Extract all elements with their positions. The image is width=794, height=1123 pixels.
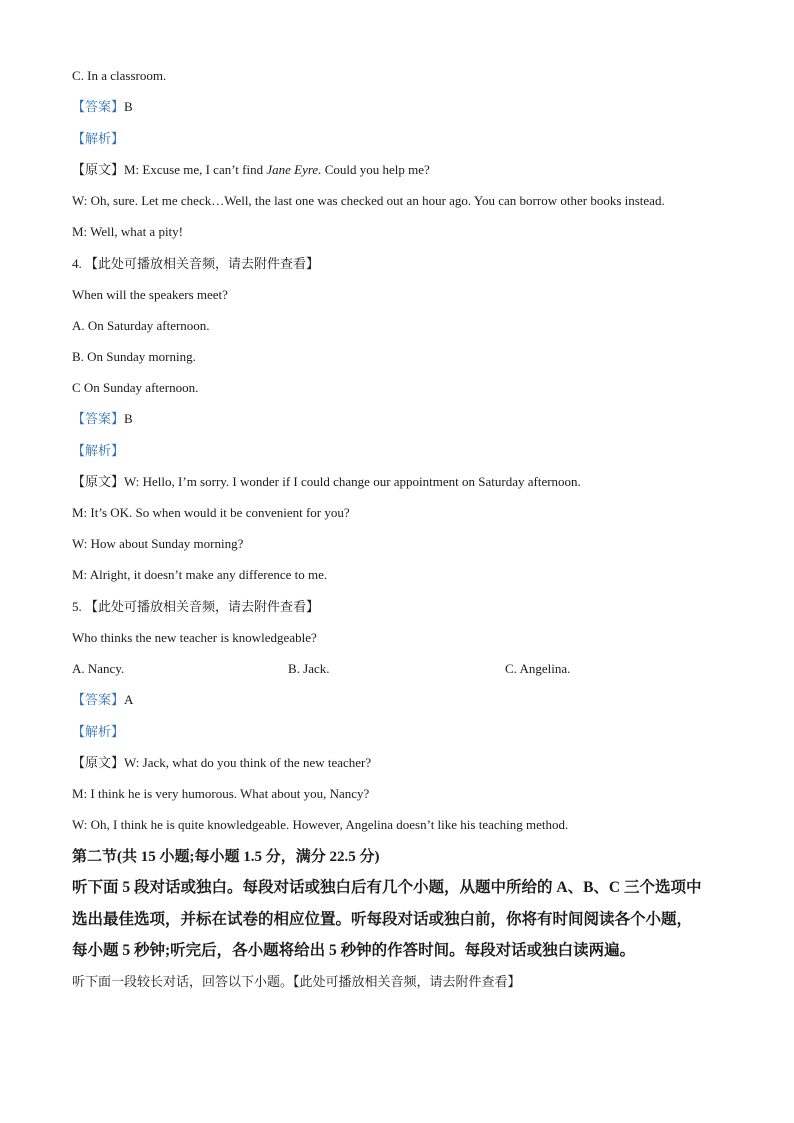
section-note: 听下面一段较长对话，回答以下小题。【此处可播放相关音频，请去附件查看】 bbox=[72, 974, 521, 989]
q5-option-b: B. Jack. bbox=[288, 661, 330, 676]
q3-option-c: C. In a classroom. bbox=[72, 68, 167, 83]
answer-tag: 【答案】 bbox=[72, 99, 125, 114]
q5-question: Who thinks the new teacher is knowledgeable? bbox=[72, 630, 317, 645]
q5-analysis-tag: 【解析】 bbox=[72, 724, 125, 739]
answer-value: B bbox=[124, 411, 133, 426]
section-instruction: 听下面 5 段对话或独白。每段对话或独白后有几个小题，从题中所给的 A、B、C 三个选项中 bbox=[72, 879, 702, 896]
answer-value: B bbox=[124, 99, 133, 114]
q4-analysis-tag: 【解析】 bbox=[72, 443, 125, 458]
q5-transcript-line: 【原文】W: Jack, what do you think of the new teacher? bbox=[72, 755, 372, 770]
q3-analysis-tag: 【解析】 bbox=[72, 131, 125, 146]
book-title: Jane Eyre. bbox=[266, 162, 322, 177]
q5-transcript-line: W: Oh, I think he is quite knowledgeable. However, Angelina doesn’t like his teaching method. bbox=[72, 817, 569, 832]
q5-option-c: C. Angelina. bbox=[505, 661, 571, 676]
q4-transcript-line: M: Alright, it doesn’t make any difference to me. bbox=[72, 567, 328, 582]
section-instruction: 每小题 5 秒钟;听完后，各小题将给出 5 秒钟的作答时间。每段对话或独白读两遍。 bbox=[72, 942, 636, 959]
q4-transcript-line: 【原文】W: Hello, I’m sorry. I wonder if I could change our appointment on Saturday afternoon. bbox=[72, 474, 581, 489]
q3-answer bbox=[72, 99, 133, 115]
answer-tag: 【答案】 bbox=[72, 411, 125, 426]
q4-transcript-line: W: How about Sunday morning? bbox=[72, 536, 244, 551]
q3-transcript-line bbox=[72, 162, 430, 178]
q5-answer bbox=[72, 692, 133, 708]
q4-heading: 4. 【此处可播放相关音频，请去附件查看】 bbox=[72, 256, 320, 271]
q3-transcript-line: W: Oh, sure. Let me check…Well, the last one was checked out an hour ago. You can borrow other books instead. bbox=[72, 193, 665, 208]
transcript-suffix: Could you help me? bbox=[321, 162, 430, 177]
q4-question: When will the speakers meet? bbox=[72, 287, 228, 302]
q4-option-c: C On Sunday afternoon. bbox=[72, 380, 199, 395]
section-title: 第二节(共 15 小题;每小题 1.5 分，满分 22.5 分) bbox=[72, 849, 380, 865]
answer-value: A bbox=[124, 692, 134, 707]
q5-option-a: A. Nancy. bbox=[72, 661, 125, 676]
answer-tag: 【答案】 bbox=[72, 692, 125, 707]
q4-option-b: B. On Sunday morning. bbox=[72, 349, 196, 364]
q4-answer bbox=[72, 411, 133, 427]
q4-transcript-line: M: It’s OK. So when would it be convenient for you? bbox=[72, 505, 350, 520]
q5-heading: 5. 【此处可播放相关音频，请去附件查看】 bbox=[72, 599, 320, 614]
q4-option-a: A. On Saturday afternoon. bbox=[72, 318, 210, 333]
q5-transcript-line: M: I think he is very humorous. What about you, Nancy? bbox=[72, 786, 370, 801]
section-instruction: 选出最佳选项，并标在试卷的相应位置。听每段对话或独白前，你将有时间阅读各个小题， bbox=[72, 911, 693, 928]
transcript-prefix: 【原文】M: Excuse me, I can’t find bbox=[72, 162, 267, 177]
q3-transcript-line: M: Well, what a pity! bbox=[72, 224, 184, 239]
